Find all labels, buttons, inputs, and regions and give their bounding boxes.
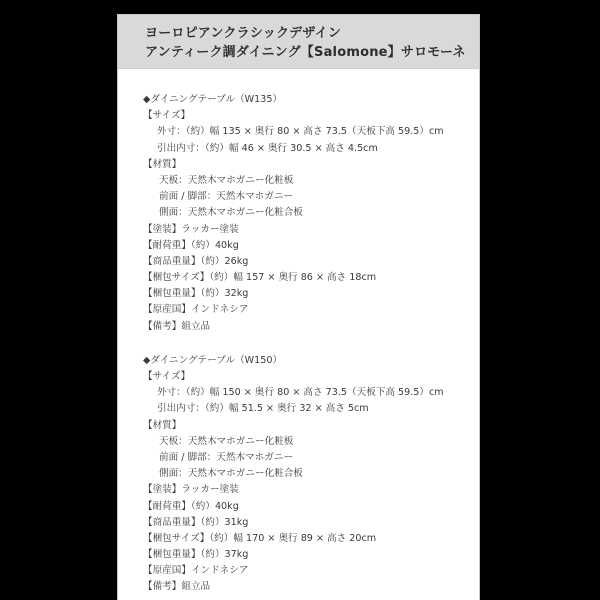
spec-header [118,15,479,69]
country-of-origin: 【原産国】インドネシア [143,565,249,577]
package-size: 【梱包サイズ】（約）幅 157 × 奥行 86 × 高さ 18cm [143,272,377,284]
drawer-dimensions: 引出内寸：（約）幅 46 × 奥行 30.5 × 高さ 4.5cm [157,142,378,154]
spec-sheet [117,14,480,600]
load-capacity: 【耐荷重】（約）40kg [143,500,239,512]
package-weight: 【梱包重量】（約）32kg [143,288,249,300]
finish: 【塗装】ラッカー塗装 [143,223,239,235]
country-of-origin: 【原産国】インドネシア [143,304,249,316]
spec-section-w150 [143,353,479,596]
material-front-legs: 前面 / 脚部：天然木マホガニー [159,191,294,203]
outer-dimensions: 外寸：（約）幅 135 × 奥行 80 × 高さ 73.5（天板下高 59.5）cm [157,126,444,138]
spec-content [118,69,479,596]
load-capacity: 【耐荷重】（約）40kg [143,239,239,251]
header-line-2: アンティーク調ダイニング【Salomone】サロモーネ [145,45,466,60]
size-label: 【サイズ】 [143,371,191,382]
material-label: 【材質】 [143,419,182,431]
section-title: ◆ダイニングテーブル（W135） [143,94,283,105]
material-side: 側面：天然木マホガニー化粧合板 [159,207,303,219]
drawer-dimensions: 引出内寸：（約）幅 51.5 × 奥行 32 × 高さ 5cm [157,403,369,415]
spec-section-w135 [143,92,479,335]
material-label: 【材質】 [143,158,182,170]
package-weight: 【梱包重量】（約）37kg [143,549,249,561]
size-label: 【サイズ】 [143,110,191,122]
product-weight: 【商品重量】（約）26kg [143,255,249,267]
product-weight: 【商品重量】（約）31kg [143,516,249,528]
material-top: 天板：天然木マホガニー化粧板 [159,435,294,447]
material-front-legs: 前面 / 脚部：天然木マホガニー [159,451,294,463]
remarks: 【備考】組立品 [143,320,211,332]
finish: 【塗装】ラッカー塗装 [143,484,239,496]
material-top: 天板：天然木マホガニー化粧板 [159,174,294,186]
header-line-1: ヨーロピアンクラシックデザイン [145,26,342,41]
section-title: ◆ダイニングテーブル（W150） [143,354,283,366]
remarks: 【備考】組立品 [143,581,211,593]
material-side: 側面：天然木マホガニー化粧合板 [159,468,303,480]
package-size: 【梱包サイズ】（約）幅 170 × 奥行 89 × 高さ 20cm [143,532,377,544]
outer-dimensions: 外寸：（約）幅 150 × 奥行 80 × 高さ 73.5（天板下高 59.5）cm [157,387,444,399]
